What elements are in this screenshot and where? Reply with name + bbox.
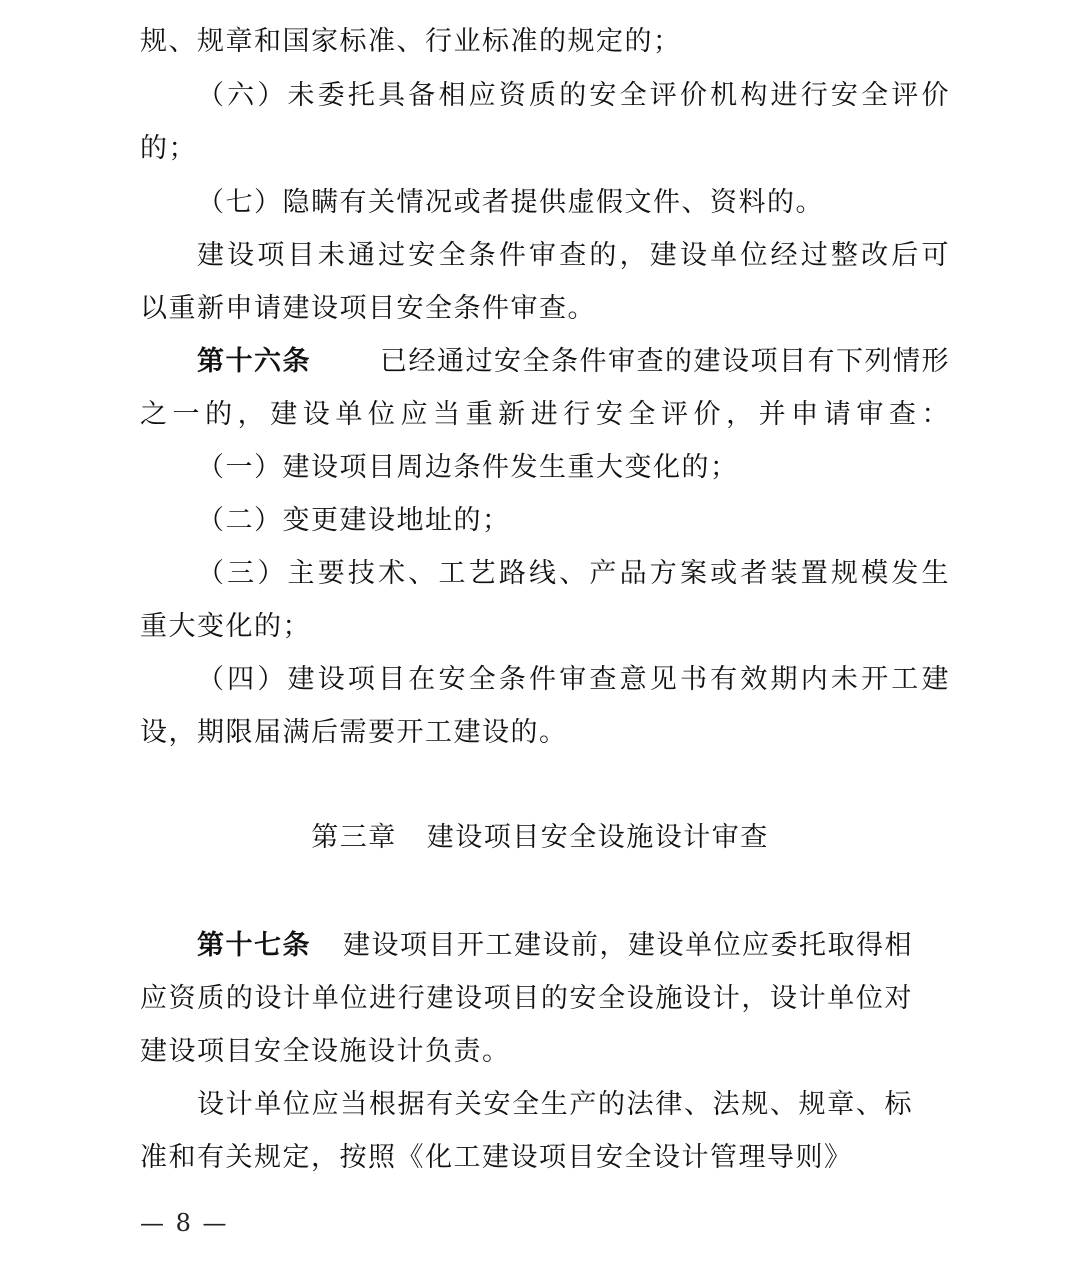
text-line: 已经通过安全条件审查的建设项目有下列情形 — [380, 346, 950, 377]
text-line: （七）隐瞒有关情况或者提供虚假文件、资料的。 — [197, 187, 824, 218]
text-line: 设，期限届满后需要开工建设的。 — [140, 717, 568, 748]
chapter-number: 第三章 — [311, 822, 397, 853]
text-line: （六）未委托具备相应资质的安全评价机构进行安全评价 — [197, 80, 950, 111]
text-line: 应资质的设计单位进行建设项目的安全设施设计，设计单位对 — [140, 983, 913, 1014]
text-line: 的； — [140, 133, 197, 164]
text-line: （一）建设项目周边条件发生重大变化的； — [197, 452, 739, 483]
chapter-heading — [0, 818, 1080, 858]
text-line: 之一的，建设单位应当重新进行安全评价，并申请审查： — [140, 399, 950, 430]
page-number: — 8 — — [140, 1209, 229, 1237]
text-line: 设计单位应当根据有关安全生产的法律、法规、规章、标 — [197, 1089, 913, 1120]
text-line: 以重新申请建设项目安全条件审查。 — [140, 293, 596, 324]
article-16-label: 第十六条 — [197, 346, 311, 377]
article-17-label: 第十七条 — [197, 930, 311, 961]
text-line: 规、规章和国家标准、行业标准的规定的； — [140, 26, 682, 57]
text-line: 建设项目开工建设前，建设单位应委托取得相 — [343, 930, 913, 961]
text-line: 重大变化的； — [140, 611, 311, 642]
article-17-paragraph — [197, 926, 913, 966]
text-line: 准和有关规定，按照《化工建设项目安全设计管理导则》 — [140, 1142, 853, 1173]
text-line: 建设项目安全设施设计负责。 — [140, 1036, 511, 1067]
chapter-title: 建设项目安全设施设计审查 — [426, 822, 769, 853]
text-line: （二）变更建设地址的； — [197, 505, 511, 536]
text-line: （四）建设项目在安全条件审查意见书有效期内未开工建 — [197, 664, 950, 695]
text-line: 建设项目未通过安全条件审查的，建设单位经过整改后可 — [197, 240, 950, 271]
text-line: （三）主要技术、工艺路线、产品方案或者装置规模发生 — [197, 558, 950, 589]
article-16-paragraph — [197, 342, 950, 382]
